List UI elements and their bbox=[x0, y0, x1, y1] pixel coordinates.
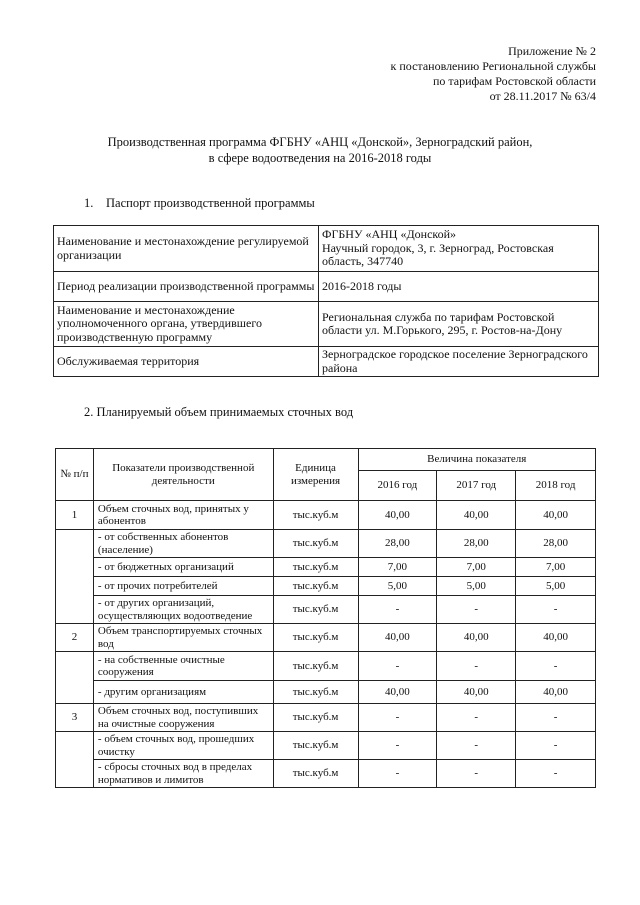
passport-label: Наименование и местонахождение уполномоченного органа, утвердившего производственную программу bbox=[54, 302, 319, 347]
row-indicator: - от бюджетных организаций bbox=[93, 558, 273, 577]
value-2017: 40,00 bbox=[437, 501, 516, 530]
volume-table bbox=[55, 448, 596, 788]
row-number-empty bbox=[56, 652, 94, 704]
row-indicator: - объем сточных вод, прошедших очистку bbox=[93, 732, 273, 760]
value-2017: 40,00 bbox=[437, 681, 516, 704]
appendix-ref-line: к постановлению Региональной службы bbox=[390, 59, 596, 73]
value-2017: - bbox=[437, 596, 516, 624]
row-indicator: Объем транспортируемых сточных вод bbox=[93, 624, 273, 652]
passport-value-line: Научный городок, 3, г. Зерноград, Ростовская область, 347740 bbox=[322, 240, 554, 269]
row-number: 2 bbox=[56, 624, 94, 652]
col-header-2018: 2018 год bbox=[516, 471, 596, 501]
value-2018: - bbox=[516, 760, 596, 788]
value-2018: 7,00 bbox=[516, 558, 596, 577]
row-indicator: - от других организаций, осуществляющих водоотведение bbox=[93, 596, 273, 624]
appendix-date: от 28.11.2017 № 63/4 bbox=[489, 89, 596, 103]
section-number: 1. bbox=[84, 196, 94, 210]
table-row bbox=[56, 530, 596, 558]
table-row bbox=[54, 347, 599, 377]
col-header-num: № п/п bbox=[56, 449, 94, 501]
section-title: Паспорт производственной программы bbox=[106, 196, 315, 210]
col-header-2016: 2016 год bbox=[358, 471, 437, 501]
passport-label: Обслуживаемая территория bbox=[54, 347, 319, 377]
passport-value: Зерноградское городское поселение Зерноградского района bbox=[319, 347, 599, 377]
value-2016: 40,00 bbox=[358, 624, 437, 652]
table-row bbox=[56, 577, 596, 596]
row-unit: тыс.куб.м bbox=[273, 596, 358, 624]
value-2016: - bbox=[358, 596, 437, 624]
table-row bbox=[56, 704, 596, 732]
table-row bbox=[54, 302, 599, 347]
value-2016: 40,00 bbox=[358, 681, 437, 704]
value-2016: - bbox=[358, 760, 437, 788]
value-2018: 5,00 bbox=[516, 577, 596, 596]
row-indicator: - от прочих потребителей bbox=[93, 577, 273, 596]
table-row bbox=[54, 226, 599, 272]
passport-value-line: ФГБНУ «АНЦ «Донской» bbox=[322, 227, 457, 242]
value-2017: 40,00 bbox=[437, 624, 516, 652]
table-row bbox=[56, 652, 596, 681]
appendix-ref-line: по тарифам Ростовской области bbox=[432, 74, 596, 88]
row-unit: тыс.куб.м bbox=[273, 704, 358, 732]
section-1-heading bbox=[84, 196, 315, 211]
title-line: Производственная программа ФГБНУ «АНЦ «Донской», Зерноградский район, bbox=[107, 135, 533, 149]
row-unit: тыс.куб.м bbox=[273, 652, 358, 681]
value-2016: - bbox=[358, 704, 437, 732]
row-indicator: - на собственные очистные сооружения bbox=[93, 652, 273, 681]
value-2018: 28,00 bbox=[516, 530, 596, 558]
table-header-row bbox=[56, 449, 596, 471]
row-indicator: - сбросы сточных вод в пределах нормативов и лимитов bbox=[93, 760, 273, 788]
value-2017: 7,00 bbox=[437, 558, 516, 577]
value-2016: 5,00 bbox=[358, 577, 437, 596]
value-2016: - bbox=[358, 732, 437, 760]
title-line: в сфере водоотведения на 2016-2018 годы bbox=[208, 151, 432, 165]
row-number: 3 bbox=[56, 704, 94, 732]
row-unit: тыс.куб.м bbox=[273, 732, 358, 760]
value-2018: 40,00 bbox=[516, 624, 596, 652]
row-unit: тыс.куб.м bbox=[273, 530, 358, 558]
value-2018: 40,00 bbox=[516, 501, 596, 530]
row-indicator: Объем сточных вод, поступивших на очистные сооружения bbox=[93, 704, 273, 732]
value-2018: 40,00 bbox=[516, 681, 596, 704]
row-unit: тыс.куб.м bbox=[273, 681, 358, 704]
row-indicator: - другим организациям bbox=[93, 681, 273, 704]
row-indicator: Объем сточных вод, принятых у абонентов bbox=[93, 501, 273, 530]
value-2018: - bbox=[516, 732, 596, 760]
value-2017: - bbox=[437, 732, 516, 760]
passport-value: 2016-2018 годы bbox=[319, 272, 599, 302]
row-number-empty bbox=[56, 530, 94, 624]
value-2016: 40,00 bbox=[358, 501, 437, 530]
appendix-number: Приложение № 2 bbox=[508, 44, 596, 58]
value-2018: - bbox=[516, 652, 596, 681]
table-row bbox=[56, 681, 596, 704]
passport-label: Период реализации производственной программы bbox=[54, 272, 319, 302]
table-row bbox=[56, 732, 596, 760]
table-row bbox=[56, 501, 596, 530]
section-2-heading: 2. Планируемый объем принимаемых сточных вод bbox=[84, 405, 354, 419]
col-header-indicator: Показатели производственной деятельности bbox=[93, 449, 273, 501]
value-2017: - bbox=[437, 704, 516, 732]
value-2016: - bbox=[358, 652, 437, 681]
value-2017: 28,00 bbox=[437, 530, 516, 558]
col-header-value-group: Величина показателя bbox=[358, 449, 596, 471]
row-unit: тыс.куб.м bbox=[273, 577, 358, 596]
passport-label: Наименование и местонахождение регулируемой организации bbox=[54, 226, 319, 272]
col-header-2017: 2017 год bbox=[437, 471, 516, 501]
table-row bbox=[56, 596, 596, 624]
passport-value bbox=[319, 226, 599, 272]
value-2017: - bbox=[437, 760, 516, 788]
row-unit: тыс.куб.м bbox=[273, 501, 358, 530]
row-unit: тыс.куб.м bbox=[273, 558, 358, 577]
value-2016: 28,00 bbox=[358, 530, 437, 558]
table-row bbox=[54, 272, 599, 302]
row-unit: тыс.куб.м bbox=[273, 624, 358, 652]
value-2018: - bbox=[516, 596, 596, 624]
table-row bbox=[56, 760, 596, 788]
row-number: 1 bbox=[56, 501, 94, 530]
value-2017: - bbox=[437, 652, 516, 681]
value-2017: 5,00 bbox=[437, 577, 516, 596]
table-row bbox=[56, 558, 596, 577]
document-title bbox=[60, 134, 580, 166]
value-2016: 7,00 bbox=[358, 558, 437, 577]
row-indicator: - от собственных абонентов (население) bbox=[93, 530, 273, 558]
passport-table bbox=[53, 225, 599, 377]
appendix-header bbox=[266, 44, 596, 104]
row-number-empty bbox=[56, 732, 94, 788]
table-row bbox=[56, 624, 596, 652]
row-unit: тыс.куб.м bbox=[273, 760, 358, 788]
passport-value: Региональная служба по тарифам Ростовской области ул. М.Горького, 295, г. Ростов-на-Дону bbox=[319, 302, 599, 347]
value-2018: - bbox=[516, 704, 596, 732]
col-header-unit: Единица измерения bbox=[273, 449, 358, 501]
